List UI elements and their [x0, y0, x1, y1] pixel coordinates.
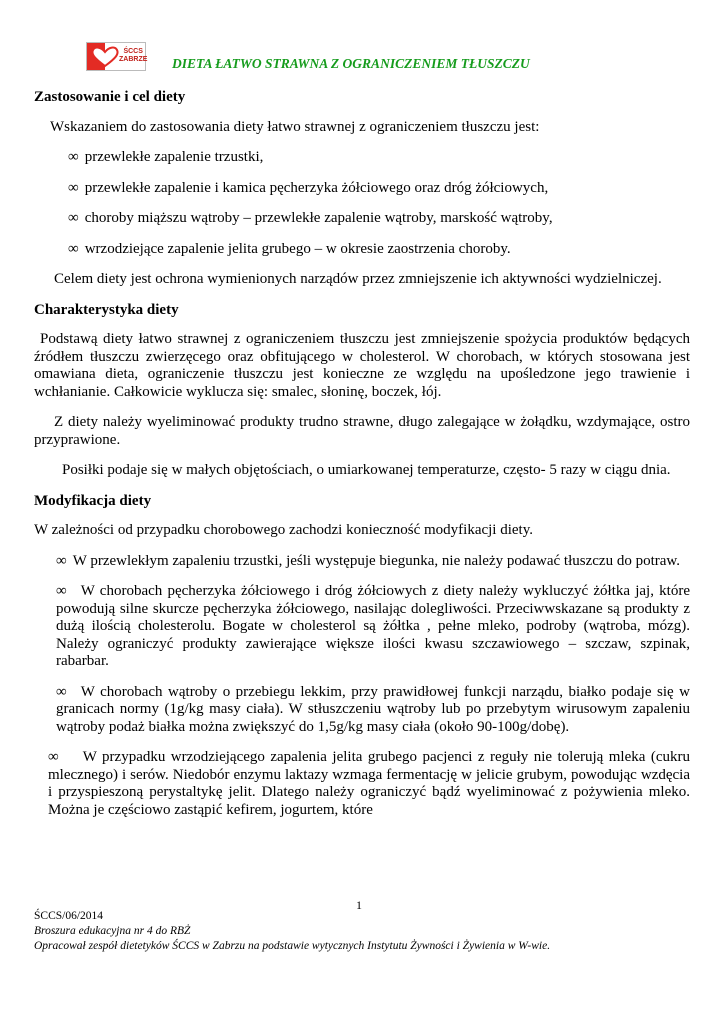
list-item: [56, 684, 690, 737]
paragraph: Celem diety jest ochrona wymienionych narządów przez zmniejszenie ich aktywności wydzielniczej.: [54, 271, 662, 287]
bullet-icon: ∞: [68, 149, 79, 165]
footer-brochure: Broszura edukacyjna nr 4 do RBŻ: [34, 925, 191, 937]
heart-icon: [90, 46, 120, 68]
list-item: [68, 149, 690, 167]
paragraph: W zależności od przypadku chorobowego zachodzi konieczność modyfikacji diety.: [34, 522, 533, 538]
paragraph: Z diety należy wyeliminować produkty trudno strawne, długo zalegające w żołądku, wzdymające, ostro przyprawione.: [34, 414, 690, 448]
list-item: [68, 180, 690, 198]
list-item: [34, 749, 690, 819]
paragraph: Wskazaniem do zastosowania diety łatwo strawnej z ograniczeniem tłuszczu jest:: [50, 118, 540, 135]
bullet-icon: ∞: [68, 210, 79, 226]
footer-code: ŚCCS/06/2014: [34, 910, 104, 922]
bullet-icon: ∞: [56, 683, 67, 700]
list-item-text: W przewlekłym zapaleniu trzustki, jeśli występuje biegunka, nie należy podawać tłuszczu do potraw.: [72, 552, 680, 569]
bullet-icon: ∞: [68, 240, 79, 257]
list-item-text: W chorobach pęcherzyka żółciowego i dróg żółciowych z diety należy wykluczyć żółtka jaj, które powodują silne skurcze pęcherzyka żółciowego, nasilając dolegliwości. Przeciwwskazane są produkty z dużą ilością cholesterolu. Bogate w cholesterol są żółtka , pełne mleko, podroby (wątroba, mózg). Należy ograniczyć produkty zawierające większe ilości kwasu szczawiowego – szczaw, szpinak, rabarbar.: [56, 583, 690, 669]
list-item: [68, 241, 690, 259]
footer: [34, 909, 550, 954]
section-heading: Modyfikacja diety: [34, 492, 152, 509]
list-item-text: wrzodziejące zapalenie jelita grubego – w okresie zaostrzenia choroby.: [84, 240, 511, 257]
list-item-text: przewlekłe zapalenie i kamica pęcherzyka żółciowego oraz dróg żółciowych,: [84, 179, 549, 196]
paragraph: Posiłki podaje się w małych objętościach, o umiarkowanej temperaturze, często- 5 razy w ciągu dnia.: [62, 462, 671, 478]
list-item: [68, 210, 690, 228]
bullet-icon: ∞: [48, 749, 59, 765]
page-number: 1: [356, 898, 362, 912]
list-item-text: przewlekłe zapalenie trzustki,: [84, 149, 264, 165]
list-item-text: W chorobach wątroby o przebiegu lekkim, przy prawidłowej funkcji narządu, białko podaje się w granicach normy (1g/kg masy ciała). W stłuszczeniu wątroby lub po przebytym wirusowym zapaleniu wątroby podaż białka można zwiększyć do 1,5g/kg masy ciała (około 90-100g/dobę).: [56, 683, 690, 735]
document-body: [34, 89, 690, 819]
footer-credits: Opracował zespół dietetyków ŚCCS w Zabrzu na podstawie wytycznych Instytutu Żywności i Żywienia w W-wie.: [34, 940, 551, 952]
document-title: DIETA ŁATWO STRAWNA Z OGRANICZENIEM TŁUSZCZU: [172, 56, 530, 71]
section-heading: Zastosowanie i cel diety: [34, 89, 186, 105]
bullet-icon: ∞: [56, 552, 67, 569]
list-item-text: W przypadku wrzodziejącego zapalenia jelita grubego pacjenci z reguły nie tolerują mleka (cukru mlecznego) i serów. Niedobór enzymu laktazy wzmaga fermentację w jelicie grubym, powodując wzdęcia i przyspieszoną perystaltykę jelit. Dlatego należy ograniczyć bądź wyeliminować z pożywienia mleko. Można je częściowo zastąpić kefirem, jogurtem, które: [48, 749, 690, 818]
list-item-text: choroby miąższu wątroby – przewlekłe zapalenie wątroby, marskość wątroby,: [84, 210, 553, 226]
paragraph: Podstawą diety łatwo strawnej z ograniczeniem tłuszczu jest zmniejszenie spożycia produktów będących źródłem tłuszczu zwierzęcego oraz obfitującego w cholesterol. W chorobach, w których stosowana jest omawiana dieta, ograniczenie tłuszczu jest konieczne ze względu na upośledzone jego trawienie i wchłanianie. Całkowicie wyklucza się: smalec, słoninę, boczek, łój.: [34, 331, 690, 400]
list-item: [56, 583, 690, 671]
sccs-logo: [86, 42, 146, 71]
bullet-icon: ∞: [68, 179, 79, 196]
bullet-icon: ∞: [56, 583, 67, 599]
logo-text: ŚCCS ZABRZE: [119, 48, 148, 63]
section-heading: Charakterystyka diety: [34, 301, 179, 318]
list-item: [56, 553, 690, 571]
